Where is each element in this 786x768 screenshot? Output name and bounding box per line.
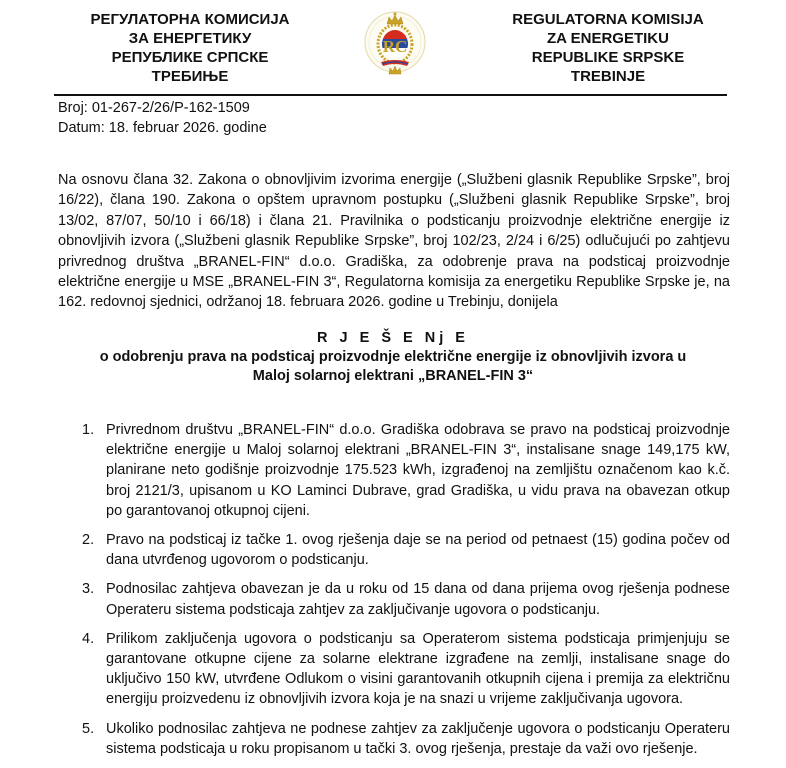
list-item: [82, 719, 730, 759]
item-number: 1.: [82, 422, 95, 438]
list-item: [82, 629, 730, 710]
header-cyrillic: [60, 10, 320, 86]
header-latin-line: REGULATORNA KOMISIJA: [512, 11, 704, 28]
header-cyrillic-line: ТРЕБИЊЕ: [151, 68, 229, 85]
decision-items-list: [82, 420, 730, 768]
item-text: Privrednom društvu „BRANEL-FIN“ d.o.o. Gradiška odobrava se pravo na podsticaj proizvodnje električne energije u Maloj solarnoj elektrani „BRANEL-FIN 3“, instalisane snage 149,175 kW, planirane neto godišnje proizvodnje 175.523 kWh, izgrađenoj na zemljištu označenom kao k.č. broj 2121/3, upisanom u KO Laminci Dubrave, grad Gradiška, u vidu prava na obavezan otkup po garantovanoj otkupnoj cijeni.: [106, 422, 730, 519]
item-text: Ukoliko podnosilac zahtjeva ne podnese zahtjev za zaključenje ugovora o podsticanju Operateru sistema podsticaja u roku propisanom u tački 3. ovog rješenja, prestaje da važi ovo rješenje.: [106, 720, 730, 757]
decision-title: [0, 329, 786, 386]
document-date: Datum: 18. februar 2026. godine: [58, 120, 267, 136]
header-latin: [478, 10, 738, 86]
coat-of-arms-logo: [363, 0, 427, 84]
header-divider: [54, 94, 727, 96]
item-number: 3.: [82, 581, 95, 598]
item-number: 5.: [82, 720, 95, 737]
header-cyrillic-line: ЗА ЕНЕРГЕТИКУ: [128, 30, 252, 47]
decision-subtitle-line-1: o odobrenju prava na podsticaj proizvodnje električne energije iz obnovljivih izvora u: [99, 349, 687, 365]
decision-subtitle-line-2: Maloj solarnoj elektrani „BRANEL-FIN 3“: [252, 368, 534, 384]
document-number: Broj: 01-267-2/26/P-162-1509: [58, 100, 250, 116]
header-cyrillic-line: РЕГУЛАТОРНА КОМИСИЈА: [90, 11, 290, 28]
header-latin-line: REPUBLIKE SRPSKE: [531, 49, 685, 66]
header-latin-line: ZA ENERGETIKU: [547, 30, 669, 47]
item-text: Podnosilac zahtjeva obavezan je da u roku od 15 dana od dana prijema ovog rješenja podnese Operateru sistema podsticaja zahtjev za zaključivanje ugovora o podsticanju.: [106, 581, 730, 618]
document-meta: [58, 98, 267, 138]
header-latin-line: TREBINJE: [570, 68, 646, 85]
list-item: [82, 530, 730, 570]
preamble-paragraph: Na osnovu člana 32. Zakona o obnovljivim izvorima energije („Službeni glasnik Republike Srpske”, broj 16/22), člana 190. Zakona o opštem upravnom postupku („Službeni glasnik Republike Srpske”, broj 13/02, 87/07, 50/10 i 66/18) i člana 21. Pravilnika o podsticanju proizvodnje električne energije iz obnovljivih izvora („Službeni glasnik Republike Srpske”, broj 102/23, 2/24 i 6/25) odlučujući po zahtjevu privrednog društva „BRANEL-FIN“ d.o.o. Gradiška, za odobrenje prava na podsticaj proizvodnje električne energije u MSE „BRANEL-FIN 3“, Regulatorna komisija za energetiku Republike Srpske je, na 162. redovnoj sjednici, održanoj 18. februara 2026. godine u Trebinju, donijela: [58, 172, 730, 311]
list-item: [82, 420, 730, 521]
decision-heading: R J E Š E Nj E: [317, 330, 469, 346]
coat-of-arms-icon: [363, 0, 427, 84]
item-number: 2.: [82, 532, 95, 549]
list-item: [82, 579, 730, 619]
header-cyrillic-line: РЕПУБЛИКЕ СРПСКЕ: [111, 49, 269, 66]
monogram: RC: [382, 37, 408, 56]
item-number: 4.: [82, 630, 95, 647]
item-text: Prilikom zaključenja ugovora o podsticanju sa Operaterom sistema podsticaja primjenjuju se garantovane otkupne cijene za solarne elektrane izgrađene na zemlji, instalisane snage do uključivo 150 kW, utvrđene Odlukom o visini garantovanih otkupnih cijena i premija za električnu energiju proizvedenu iz obnovljivih izvora koja je na snazi u vrijeme zaključivanja ugovora.: [106, 630, 730, 708]
item-text: Pravo na podsticaj iz tačke 1. ovog rješenja daje se na period od petnaest (15) godina počev od dana utvrđenog ugovorom o podsticanju.: [106, 532, 730, 569]
